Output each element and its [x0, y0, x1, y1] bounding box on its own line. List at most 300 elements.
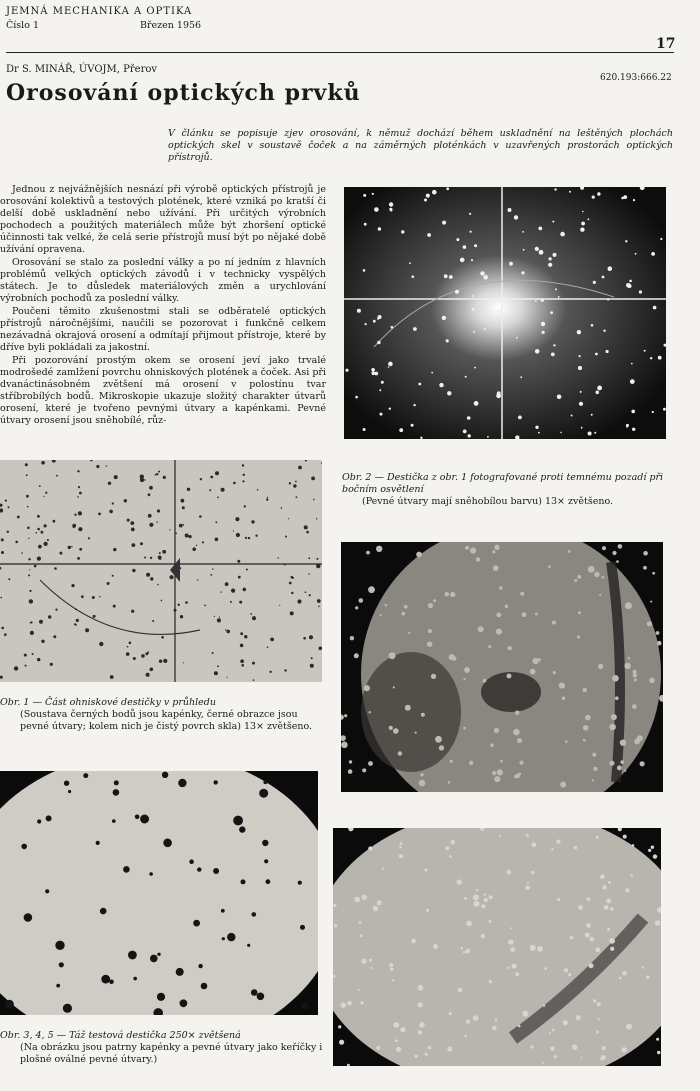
speck	[481, 904, 485, 908]
speck	[79, 548, 82, 551]
speck	[585, 715, 591, 721]
speck	[527, 882, 529, 884]
figure-1-caption	[0, 697, 325, 733]
speck	[77, 557, 80, 560]
speck	[400, 842, 403, 845]
speck	[373, 320, 376, 323]
speck	[189, 859, 194, 864]
speck	[424, 199, 427, 202]
speck	[446, 339, 449, 342]
speck	[257, 993, 265, 1001]
speck	[148, 493, 151, 496]
speck	[68, 546, 71, 549]
speck	[401, 612, 405, 616]
speck	[333, 904, 336, 907]
article-title: Orosování optických prvků	[6, 80, 361, 106]
speck	[508, 967, 510, 969]
speck	[37, 819, 41, 823]
speck	[37, 528, 40, 531]
speck	[71, 584, 74, 587]
speck	[620, 740, 626, 746]
speck	[564, 968, 568, 972]
speck	[197, 867, 201, 871]
speck	[31, 621, 33, 623]
speck	[537, 946, 543, 952]
speck	[361, 1001, 364, 1004]
speck	[290, 611, 294, 615]
speck	[398, 751, 402, 755]
speck	[405, 705, 411, 711]
speck	[348, 769, 353, 774]
speck	[655, 920, 661, 926]
speck	[581, 1057, 583, 1059]
speck	[393, 686, 395, 688]
speck	[141, 654, 145, 658]
speck	[389, 963, 393, 967]
speck	[189, 535, 192, 538]
speck	[630, 379, 635, 384]
speck	[535, 426, 538, 429]
paragraph-1: Jednou z nejvážnějších nesnází při výrobě optických přístrojů je orosování kolektivů a testových plotének, které vzniká po kratší či delší době uskladnění nebo užívání. Při určitých výrobních pochodech a použitých materiálech může být zhoršení optické účinnosti tak velké, že celá serie přístrojů musí být po nějaké době užívání opravena.	[0, 184, 326, 255]
speck	[4, 635, 5, 636]
article-abstract: V článku se popisuje zjev orosování, k němuž dochází během uskladnění na leštěných plochách optických skel v soustavě čoček a na záměrných ploténkách v uzavřených prostorách optických přístrojů.	[168, 128, 673, 163]
speck	[389, 726, 393, 730]
figure-2-title: Obr. 2 — Destička z obr. 1 fotografované proti temnému pozadí při bočním osvětlení	[342, 472, 664, 495]
speck	[182, 506, 185, 509]
speck	[192, 547, 196, 551]
speck	[204, 605, 206, 607]
speck	[468, 434, 471, 437]
speck	[447, 391, 451, 395]
speck	[456, 238, 459, 241]
speck	[656, 631, 660, 635]
speck	[150, 955, 158, 963]
speck	[643, 566, 647, 570]
speck	[469, 213, 471, 215]
speck	[163, 839, 172, 848]
speck	[404, 605, 408, 609]
speck	[355, 396, 358, 399]
speck	[602, 546, 606, 550]
speck	[632, 704, 637, 709]
speck	[29, 599, 33, 603]
speck	[371, 368, 375, 372]
speck	[230, 601, 232, 603]
speck	[626, 426, 628, 428]
speck	[483, 275, 488, 280]
speck	[467, 416, 471, 420]
speck	[560, 232, 565, 237]
speck	[221, 488, 225, 492]
speck	[243, 588, 247, 592]
speck	[98, 513, 101, 516]
speck	[444, 274, 448, 278]
speck	[59, 962, 64, 967]
speck	[473, 331, 475, 333]
speck	[633, 199, 635, 201]
speck	[388, 362, 393, 367]
speck	[214, 780, 218, 784]
speck	[619, 977, 622, 980]
speck	[648, 849, 651, 852]
speck	[157, 509, 160, 512]
speck	[366, 551, 370, 555]
paragraph-3: Poučeni těmito zkušenostmi stali se odběratelé optických přístrojů náročnějšími, naučili se pozorovat i funkčně celkem nezávadná okrajová orosení a odmítají přijmout přístroje, které by dříve byli pokládali za jakostní.	[0, 306, 326, 353]
speck	[557, 395, 562, 400]
speck	[210, 574, 212, 576]
speck	[647, 621, 652, 626]
speck	[48, 615, 51, 618]
speck	[474, 901, 480, 907]
speck	[133, 657, 136, 660]
speck	[26, 495, 29, 498]
speck	[414, 1055, 417, 1058]
speck	[289, 482, 291, 484]
speck	[78, 527, 82, 531]
speck	[449, 654, 455, 660]
speck	[83, 773, 88, 778]
speck	[463, 430, 467, 434]
speck	[215, 538, 219, 542]
speck	[108, 482, 111, 485]
speck	[521, 271, 524, 274]
speck	[493, 565, 499, 571]
speck	[241, 664, 244, 667]
speck	[465, 546, 469, 550]
speck	[418, 1002, 423, 1007]
speck	[431, 372, 433, 374]
speck	[101, 975, 110, 984]
body-column	[0, 184, 326, 428]
speck	[368, 586, 375, 593]
speck	[159, 660, 162, 663]
speck	[369, 959, 372, 962]
speck	[297, 599, 301, 603]
speck	[419, 1022, 425, 1028]
speck	[474, 401, 479, 406]
speck	[180, 999, 188, 1007]
speck	[509, 262, 513, 266]
speck	[252, 662, 255, 665]
speck	[380, 614, 382, 616]
speck	[149, 523, 153, 527]
speck	[378, 315, 382, 319]
speck	[237, 560, 240, 563]
speck	[316, 558, 318, 560]
speck	[341, 742, 348, 749]
speck	[508, 939, 513, 944]
speck	[588, 432, 592, 436]
speck	[45, 889, 49, 893]
figure-345-caption	[0, 1030, 330, 1066]
speck	[558, 296, 560, 298]
speck	[589, 963, 594, 968]
speck	[556, 840, 560, 844]
speck	[428, 1046, 432, 1050]
speck	[622, 971, 627, 976]
speck	[222, 937, 225, 940]
speck	[488, 920, 491, 923]
speck	[427, 233, 431, 237]
speck	[78, 486, 80, 488]
speck	[185, 534, 189, 538]
speck	[379, 389, 381, 391]
speck	[44, 524, 47, 527]
speck	[109, 510, 113, 514]
speck	[74, 623, 76, 625]
speck	[21, 844, 27, 850]
speck	[577, 575, 581, 579]
speck	[442, 221, 446, 225]
speck	[570, 936, 573, 939]
issue-date: Březen 1956	[140, 20, 202, 31]
speck	[238, 576, 241, 579]
speck	[513, 729, 520, 736]
speck	[146, 573, 150, 577]
speck	[612, 551, 616, 555]
speck	[535, 349, 540, 354]
speck	[253, 679, 255, 681]
speck	[77, 496, 79, 498]
speck	[541, 298, 544, 301]
speck	[161, 636, 164, 639]
speck	[476, 889, 479, 892]
speck	[497, 309, 501, 313]
figure-2-photo	[344, 187, 666, 439]
speck	[251, 520, 254, 523]
speck	[350, 636, 354, 640]
speck	[1, 538, 4, 541]
speck	[656, 1038, 659, 1041]
speck	[305, 591, 307, 593]
speck	[309, 635, 313, 639]
speck	[530, 669, 536, 675]
speck	[313, 499, 315, 501]
speck	[618, 544, 623, 549]
speck	[494, 728, 499, 733]
speck	[447, 1047, 452, 1052]
speck	[17, 516, 20, 519]
speck	[555, 288, 557, 290]
speck	[93, 615, 96, 618]
speck	[586, 923, 591, 928]
speck	[178, 779, 186, 787]
speck	[180, 567, 182, 569]
speck	[552, 221, 554, 223]
speck	[594, 572, 599, 577]
speck	[495, 1018, 498, 1021]
speck	[46, 815, 52, 821]
speck	[553, 253, 557, 257]
speck	[157, 993, 165, 1001]
speck	[427, 642, 432, 647]
speck	[27, 527, 30, 530]
speck	[316, 564, 320, 568]
speck	[140, 475, 144, 479]
speck	[53, 635, 56, 638]
speck	[393, 1022, 399, 1028]
speck	[464, 1035, 467, 1038]
speck	[560, 432, 562, 434]
speck	[533, 658, 539, 664]
speck	[591, 324, 594, 327]
speck	[428, 603, 433, 608]
speck	[159, 557, 162, 560]
speck	[538, 227, 542, 231]
speck	[650, 601, 652, 603]
speck	[474, 244, 477, 247]
speck	[390, 968, 393, 971]
speck	[518, 416, 522, 420]
speck	[217, 618, 221, 622]
speck	[616, 560, 619, 563]
speck	[518, 1025, 521, 1028]
speck	[376, 1046, 380, 1050]
speck	[169, 575, 173, 579]
speck	[659, 695, 663, 702]
speck	[175, 533, 177, 535]
speck	[187, 488, 190, 491]
speck	[489, 980, 492, 983]
speck	[38, 545, 42, 549]
speck	[600, 874, 605, 879]
speck	[609, 724, 616, 731]
speck	[377, 900, 382, 905]
speck	[354, 653, 359, 658]
speck	[591, 414, 593, 416]
udc-code: 620.193:666.22	[600, 73, 672, 83]
speck	[311, 477, 315, 481]
speck	[390, 209, 392, 211]
speck	[445, 592, 450, 597]
speck	[492, 1026, 496, 1030]
speck	[413, 327, 417, 331]
speck	[50, 663, 53, 666]
speck	[123, 866, 130, 873]
speck	[480, 271, 484, 275]
speck	[602, 885, 606, 889]
speck	[607, 928, 610, 931]
speck	[285, 536, 287, 538]
speck	[140, 815, 149, 824]
speck	[448, 781, 451, 784]
speck	[26, 474, 28, 476]
speck	[592, 779, 594, 781]
speck	[127, 519, 130, 522]
speck	[542, 331, 545, 334]
speck	[114, 780, 119, 785]
speck	[113, 605, 116, 608]
speck	[183, 524, 185, 526]
speck	[363, 428, 366, 431]
speck	[239, 826, 245, 832]
speck	[518, 773, 521, 776]
speck	[470, 231, 472, 233]
speck	[471, 259, 473, 261]
speck	[388, 366, 390, 368]
speck	[37, 658, 40, 661]
speck	[657, 641, 662, 646]
speck	[347, 1064, 350, 1066]
speck	[610, 947, 614, 951]
speck	[365, 323, 367, 325]
speck	[362, 895, 367, 900]
speck	[599, 594, 601, 596]
speck	[577, 635, 580, 638]
speck	[372, 193, 374, 195]
speck	[574, 846, 578, 850]
speck	[32, 653, 34, 655]
speck	[96, 841, 100, 845]
speck	[8, 506, 10, 508]
speck	[463, 678, 465, 680]
speck	[30, 631, 34, 635]
speck	[300, 925, 305, 930]
speck	[1, 627, 4, 630]
speck	[109, 980, 114, 985]
speck	[585, 933, 590, 938]
speck	[445, 846, 449, 850]
speck	[426, 909, 429, 912]
speck	[607, 298, 609, 300]
speck	[358, 989, 360, 991]
speck	[281, 507, 283, 509]
speck	[442, 316, 446, 320]
speck	[59, 552, 62, 555]
speck	[466, 921, 472, 927]
speck	[512, 964, 517, 969]
speck	[43, 496, 44, 497]
speck	[615, 696, 619, 700]
speck	[150, 668, 154, 672]
speck	[631, 363, 633, 365]
speck	[193, 920, 200, 927]
speck	[155, 474, 157, 476]
speck	[576, 1015, 581, 1020]
speck	[535, 247, 539, 251]
speck	[267, 497, 268, 498]
speck	[100, 908, 107, 915]
speck	[626, 283, 631, 288]
speck	[520, 592, 524, 596]
speck	[624, 663, 630, 669]
speck	[25, 463, 28, 466]
speck	[306, 531, 309, 534]
speck	[225, 582, 229, 586]
speck	[581, 222, 585, 226]
speck	[28, 538, 29, 539]
speck	[284, 669, 286, 671]
speck	[623, 195, 627, 199]
speck	[200, 478, 202, 480]
speck	[345, 369, 348, 372]
speck	[507, 870, 512, 875]
speck	[526, 834, 529, 837]
speck	[135, 815, 140, 820]
speck	[311, 657, 313, 659]
speck	[197, 579, 198, 580]
speck	[24, 913, 33, 922]
speck	[128, 951, 137, 960]
speck	[250, 613, 252, 615]
speck	[148, 514, 152, 518]
speck	[213, 868, 219, 874]
speck	[92, 596, 95, 599]
speck	[548, 263, 552, 267]
speck	[56, 475, 58, 477]
speck	[259, 789, 268, 798]
speck	[606, 899, 611, 904]
